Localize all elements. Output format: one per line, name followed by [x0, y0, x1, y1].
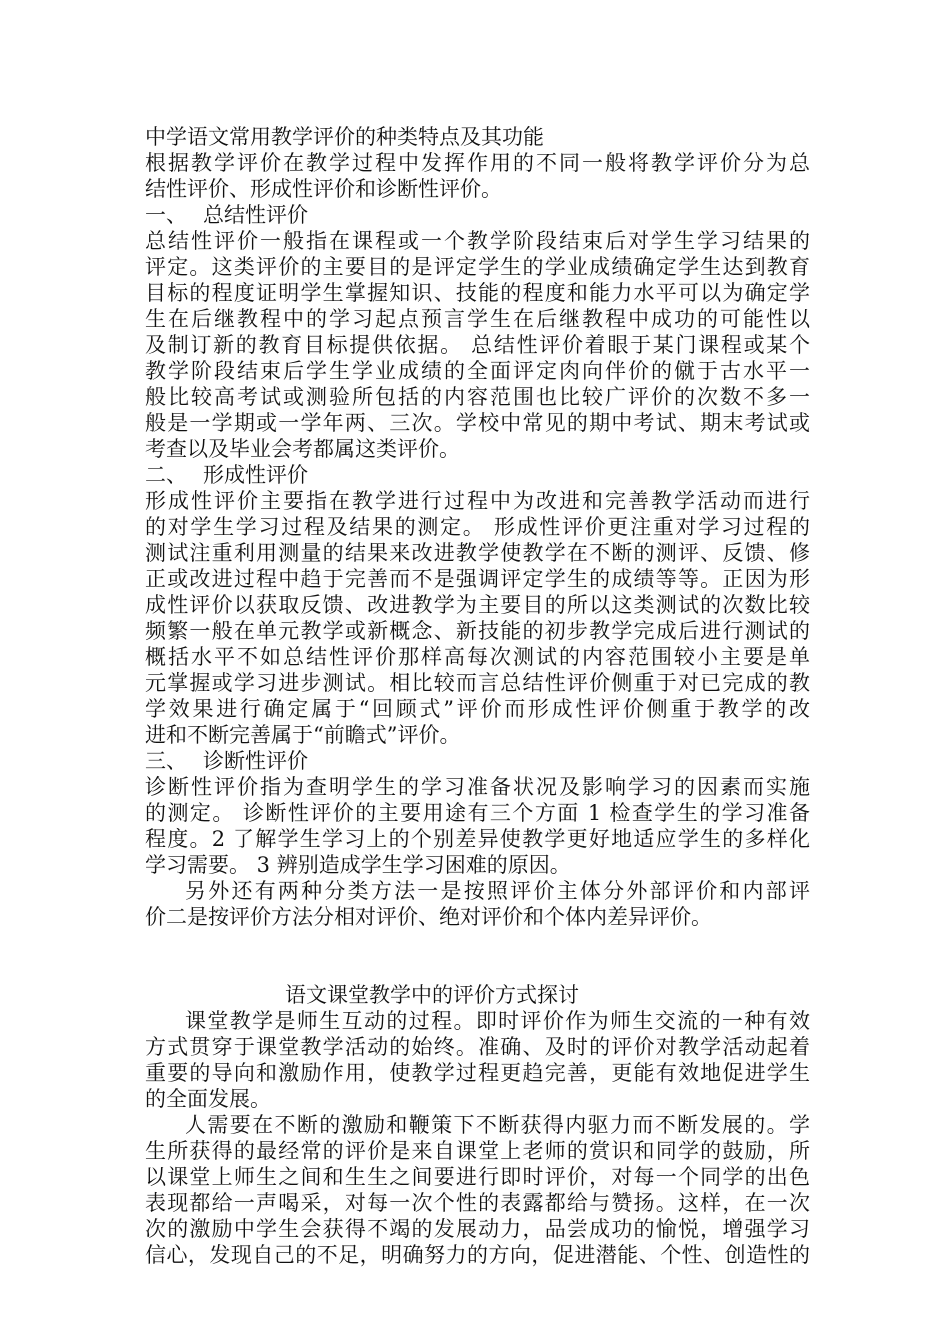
section-number: 三、	[145, 749, 187, 773]
paragraph-line: 价二是按评价方法分相对评价、绝对评价和个体内差异评价。	[145, 905, 712, 929]
document-title: 中学语文常用教学评价的种类特点及其功能	[145, 125, 544, 149]
paragraph-line: 程度。2 了解学生学习上的个别差异使教学更好地适应学生的多样化	[145, 827, 810, 851]
paragraph-line: 方式贯穿于课堂教学活动的始终。准确、及时的评价对教学活动起着	[145, 1035, 810, 1059]
document-page	[145, 124, 810, 1268]
article-title: 语文课堂教学中的评价方式探讨	[285, 983, 579, 1007]
paragraph-line: 生所获得的最经常的评价是来自课堂上老师的赏识和同学的鼓励，所	[145, 1139, 810, 1163]
paragraph-line: 学效果进行确定属于“回顾式”评价而形成性评价侧重于教学的改	[145, 697, 810, 721]
paragraph-line: 次的激励中学生会获得不竭的发展动力，品尝成功的愉悦，增强学习	[145, 1217, 810, 1241]
paragraph-line: 测试注重利用测量的结果来改进教学使教学在不断的测评、反馈、修	[145, 541, 810, 565]
paragraph-line: 学习需要。 3 辨别造成学生学习困难的原因。	[145, 853, 571, 877]
paragraph-line: 目标的程度证明学生掌握知识、技能的程度和能力水平可以为确定学	[145, 281, 810, 305]
paragraph-line: 信心，发现自己的不足，明确努力的方向，促进潜能、个性、创造性的	[145, 1243, 810, 1267]
section-spacer	[145, 930, 810, 982]
paragraph-line: 另外还有两种分类方法一是按照评价主体分外部评价和内部评	[185, 879, 810, 903]
paragraph-line: 频繁一般在单元教学或新概念、新技能的初步教学完成后进行测试的	[145, 619, 810, 643]
paragraph-line: 表现都给一声喝采，对每一次个性的表露都给与赞扬。这样，在一次	[145, 1191, 810, 1215]
paragraph-line: 的对学生学习过程及结果的测定。 形成性评价更注重对学习过程的	[145, 515, 810, 539]
paragraph-line: 生在后继教程中的学习起点预言学生在后继教程中成功的可能性以	[145, 307, 810, 331]
paragraph-line: 般比较高考试或测验所包括的内容范围也比较广评价的次数不多一	[145, 385, 810, 409]
section-title: 总结性评价	[203, 203, 308, 227]
paragraph-line: 正或改进过程中趋于完善而不是强调评定学生的成绩等等。正因为形	[145, 567, 810, 591]
paragraph-line: 成性评价以获取反馈、改进教学为主要目的所以这类测试的次数比较	[145, 593, 810, 617]
section-title: 形成性评价	[203, 463, 308, 487]
paragraph-line: 及制订新的教育目标提供依据。 总结性评价着眼于某门课程或某个	[145, 333, 810, 357]
paragraph-line: 概括水平不如总结性评价那样高每次测试的内容范围较小主要是单	[145, 645, 810, 669]
paragraph-line: 考查以及毕业会考都属这类评价。	[145, 437, 460, 461]
paragraph-line: 重要的导向和激励作用，使教学过程更趋完善，更能有效地促进学生	[145, 1061, 810, 1085]
paragraph-line: 进和不断完善属于“前瞻式”评价。	[145, 723, 461, 747]
paragraph-line: 诊断性评价指为查明学生的学习准备状况及影响学习的因素而实施	[145, 775, 810, 799]
paragraph-line: 课堂教学是师生互动的过程。即时评价作为师生交流的一种有效	[185, 1009, 810, 1033]
paragraph-line: 元掌握或学习进步测试。相比较而言总结性评价侧重于对已完成的教	[145, 671, 810, 695]
paragraph-line: 教学阶段结束后学生学业成绩的全面评定肉向伴价的僦于古水平一	[145, 359, 810, 383]
paragraph-line: 评定。这类评价的主要目的是评定学生的学业成绩确定学生达到教育	[145, 255, 810, 279]
section-number: 一、	[145, 203, 187, 227]
paragraph-line: 以课堂上师生之间和生生之间要进行即时评价，对每一个同学的出色	[145, 1165, 810, 1189]
intro-line: 结性评价、形成性评价和诊断性评价。	[145, 177, 502, 201]
paragraph-line: 的全面发展。	[145, 1087, 271, 1111]
section-title: 诊断性评价	[203, 749, 308, 773]
section-heading	[145, 202, 810, 228]
paragraph-line: 总结性评价一般指在课程或一个教学阶段结束后对学生学习结果的	[145, 229, 810, 253]
section-heading	[145, 748, 810, 774]
paragraph-line: 人需要在不断的激励和鞭策下不断获得内驱力而不断发展的。学	[185, 1113, 810, 1137]
section-heading	[145, 462, 810, 488]
section-number: 二、	[145, 463, 187, 487]
paragraph-line: 般是一学期或一学年两、三次。学校中常见的期中考试、期末考试或	[145, 411, 810, 435]
paragraph-line: 形成性评价主要指在教学进行过程中为改进和完善教学活动而进行	[145, 489, 810, 513]
paragraph-line: 的测定。 诊断性评价的主要用途有三个方面 1 检查学生的学习准备	[145, 801, 810, 825]
intro-line: 根据教学评价在教学过程中发挥作用的不同一般将教学评价分为总	[145, 151, 810, 175]
